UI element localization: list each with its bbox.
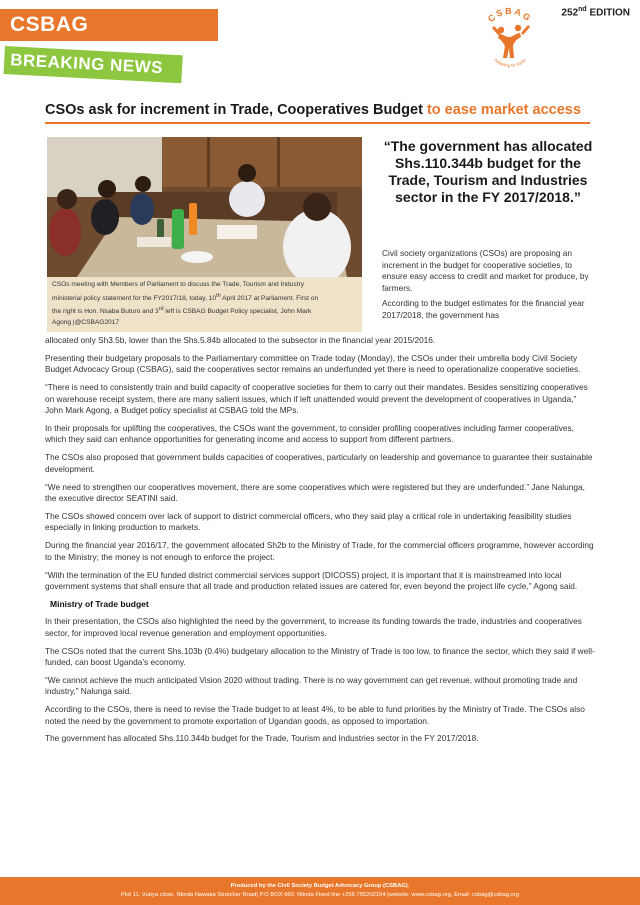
body-paragraph: Presenting their budgetary proposals to the Parliamentary committee on Trade today (Monday), the CSOs under their umbrella body Civil Society Budget Advocacy Group (CSBAG), said the cooperatives sector remains an underfunded yet there is need to operationalize cooperative societies. — [45, 352, 581, 375]
breaking-news-text: BREAKING NEWS — [9, 50, 164, 78]
headline-rule — [45, 122, 590, 124]
edition-number: 252 — [561, 7, 579, 19]
body-paragraph: The CSOs noted that the current Shs.103b (0.4%) budgetary allocation to the Ministry of Trade is too low, to finance the sector, which they said if well-funded, can boost Uganda’s economy. — [45, 645, 595, 667]
brand-text: CSBAG — [10, 13, 89, 36]
body-paragraph: The CSOs also proposed that government builds capacities of cooperatives, particularly on leadership and governance to guarantee their sustainable development. — [45, 452, 593, 474]
logo-text: CSBAG — [485, 5, 535, 25]
caption-line: the right is Hon. Nsaba Buturo and 3rd left is CSBAG Budget Policy specialist, John Mark — [52, 306, 312, 316]
footer — [0, 877, 640, 905]
article-body — [45, 335, 595, 751]
headline-main: CSOs ask for increment in Trade, Cooperatives Budget — [45, 102, 427, 118]
pull-quote: “The government has allocated Shs.110.344b budget for the Trade, Tourism and Industries sector in the FY 2017/2018.” — [383, 138, 593, 205]
headline — [45, 102, 581, 118]
body-paragraph: allocated only Sh3.5b, lower than the Shs.5.84b allocated to the subsector in the financial year 2015/2016. — [45, 335, 436, 345]
edition-label — [561, 6, 630, 18]
body-paragraph: According to the CSOs, there is need to revise the Trade budget to at least 4%, to be able to fund priorities by the Ministry of Trade. The CSOs also noted the need by the government to promote exportation of Ugandan goods, as opposed to importation. — [45, 704, 585, 726]
csbag-logo — [478, 4, 542, 72]
body-paragraph: “We cannot achieve the much anticipated Vision 2020 without trading. There is no way government can get revenue, without promoting trade and industry,” Nalunga said. — [45, 674, 578, 697]
svg-text:CSBAG — [486, 6, 534, 24]
caption-line: ministerial policy statement for the FY2017/18, today, 10th April 2017 at Parliament. First on — [52, 292, 319, 302]
footer-contact: Plot 11, Vubya close, Ntinda Nawaka Stretcher Road| P.O BOX 660, Ntinda Fixed line +256 755202154 |website: www.csbag.org, Email- csbag@csbag.org — [121, 891, 519, 898]
body-paragraph: In their proposals for uplifting the cooperatives, the CSOs want the government, to consider profiling cooperatives including farmer cooperatives, which they said can enhance opportunities for generating income and access to support from different partners. — [45, 422, 574, 445]
body-paragraph: “With the termination of the EU funded district commercial services support (DICOSS) project, it is important that it is mainstreamed into local government systems that shall ensure that all trade and production related issues are catered for, even beyond the project life cycle,” Agong said. — [45, 569, 578, 591]
body-paragraph: In their presentation, the CSOs also highlighted the need by the government, to increase its funding towards the trade, industries and cooperatives sector, for improved local revenue generation and employment opportunities. — [45, 616, 582, 638]
photo-caption — [47, 277, 362, 332]
caption-line: Agong |@CSBAG2017 — [52, 318, 120, 326]
body-paragraph: The government has allocated Shs.110.344b budget for the Trade, Tourism and Industries sector in the FY 2017/2018. — [45, 733, 479, 744]
meeting-photo — [47, 137, 362, 277]
footer-producer: Produced by the Civil Society Budget Advocacy Group (CSBAG). — [230, 883, 410, 889]
body-paragraph: During the financial year 2016/17, the government allocated Sh2b to the Ministry of Trade, for the commercial officers programme, however according to the Ministry; the money is not enough to enforce the project. — [45, 540, 594, 562]
svg-text:budgeting for equity — [493, 57, 526, 68]
headline-accent: to ease market access — [426, 102, 581, 118]
caption-line: CSOs meeting with Members of Parliament to discuss the Trade, Tourism and Industry — [52, 281, 305, 288]
edition-word: EDITION — [589, 7, 630, 19]
body-paragraph: The CSOs showed concern over lack of support to district commercial officers, who they said play a critical role in undertaking feasibility studies especially in linking production to markets. — [45, 510, 572, 533]
body-paragraph: “There is need to consistently train and build capacity of cooperative societies for them to carry out their mandates. Besides sensitizing cooperatives on warehouse receipt system, there are many salient issues, which if left unattended would prevent the development of cooperatives in Uganda,” John Mark Agong, a Budget policy specialist at CSBAG told the MPs. — [45, 382, 588, 416]
breaking-news-banner — [4, 46, 183, 83]
intro-paragraph: Civil society organizations (CSOs) are proposing an increment in the budget for cooperative societies, to ensure easy access to credit and market for produce, by farmers. — [382, 248, 589, 293]
intro-column — [382, 248, 596, 325]
brand-banner — [0, 9, 218, 41]
logo-tagline: budgeting for equity — [493, 57, 527, 68]
section-subheading: Ministry of Trade budget — [50, 598, 149, 609]
edition-suffix: nd — [578, 6, 587, 13]
body-paragraph: “We need to strengthen our cooperatives movement, there are some cooperatives which were registered but they are underfunded.” Jane Nalunga, the executive director SEATINI said. — [45, 481, 585, 503]
intro-paragraph: According to the budget estimates for the financial year 2017/2018, the government has — [382, 298, 585, 320]
